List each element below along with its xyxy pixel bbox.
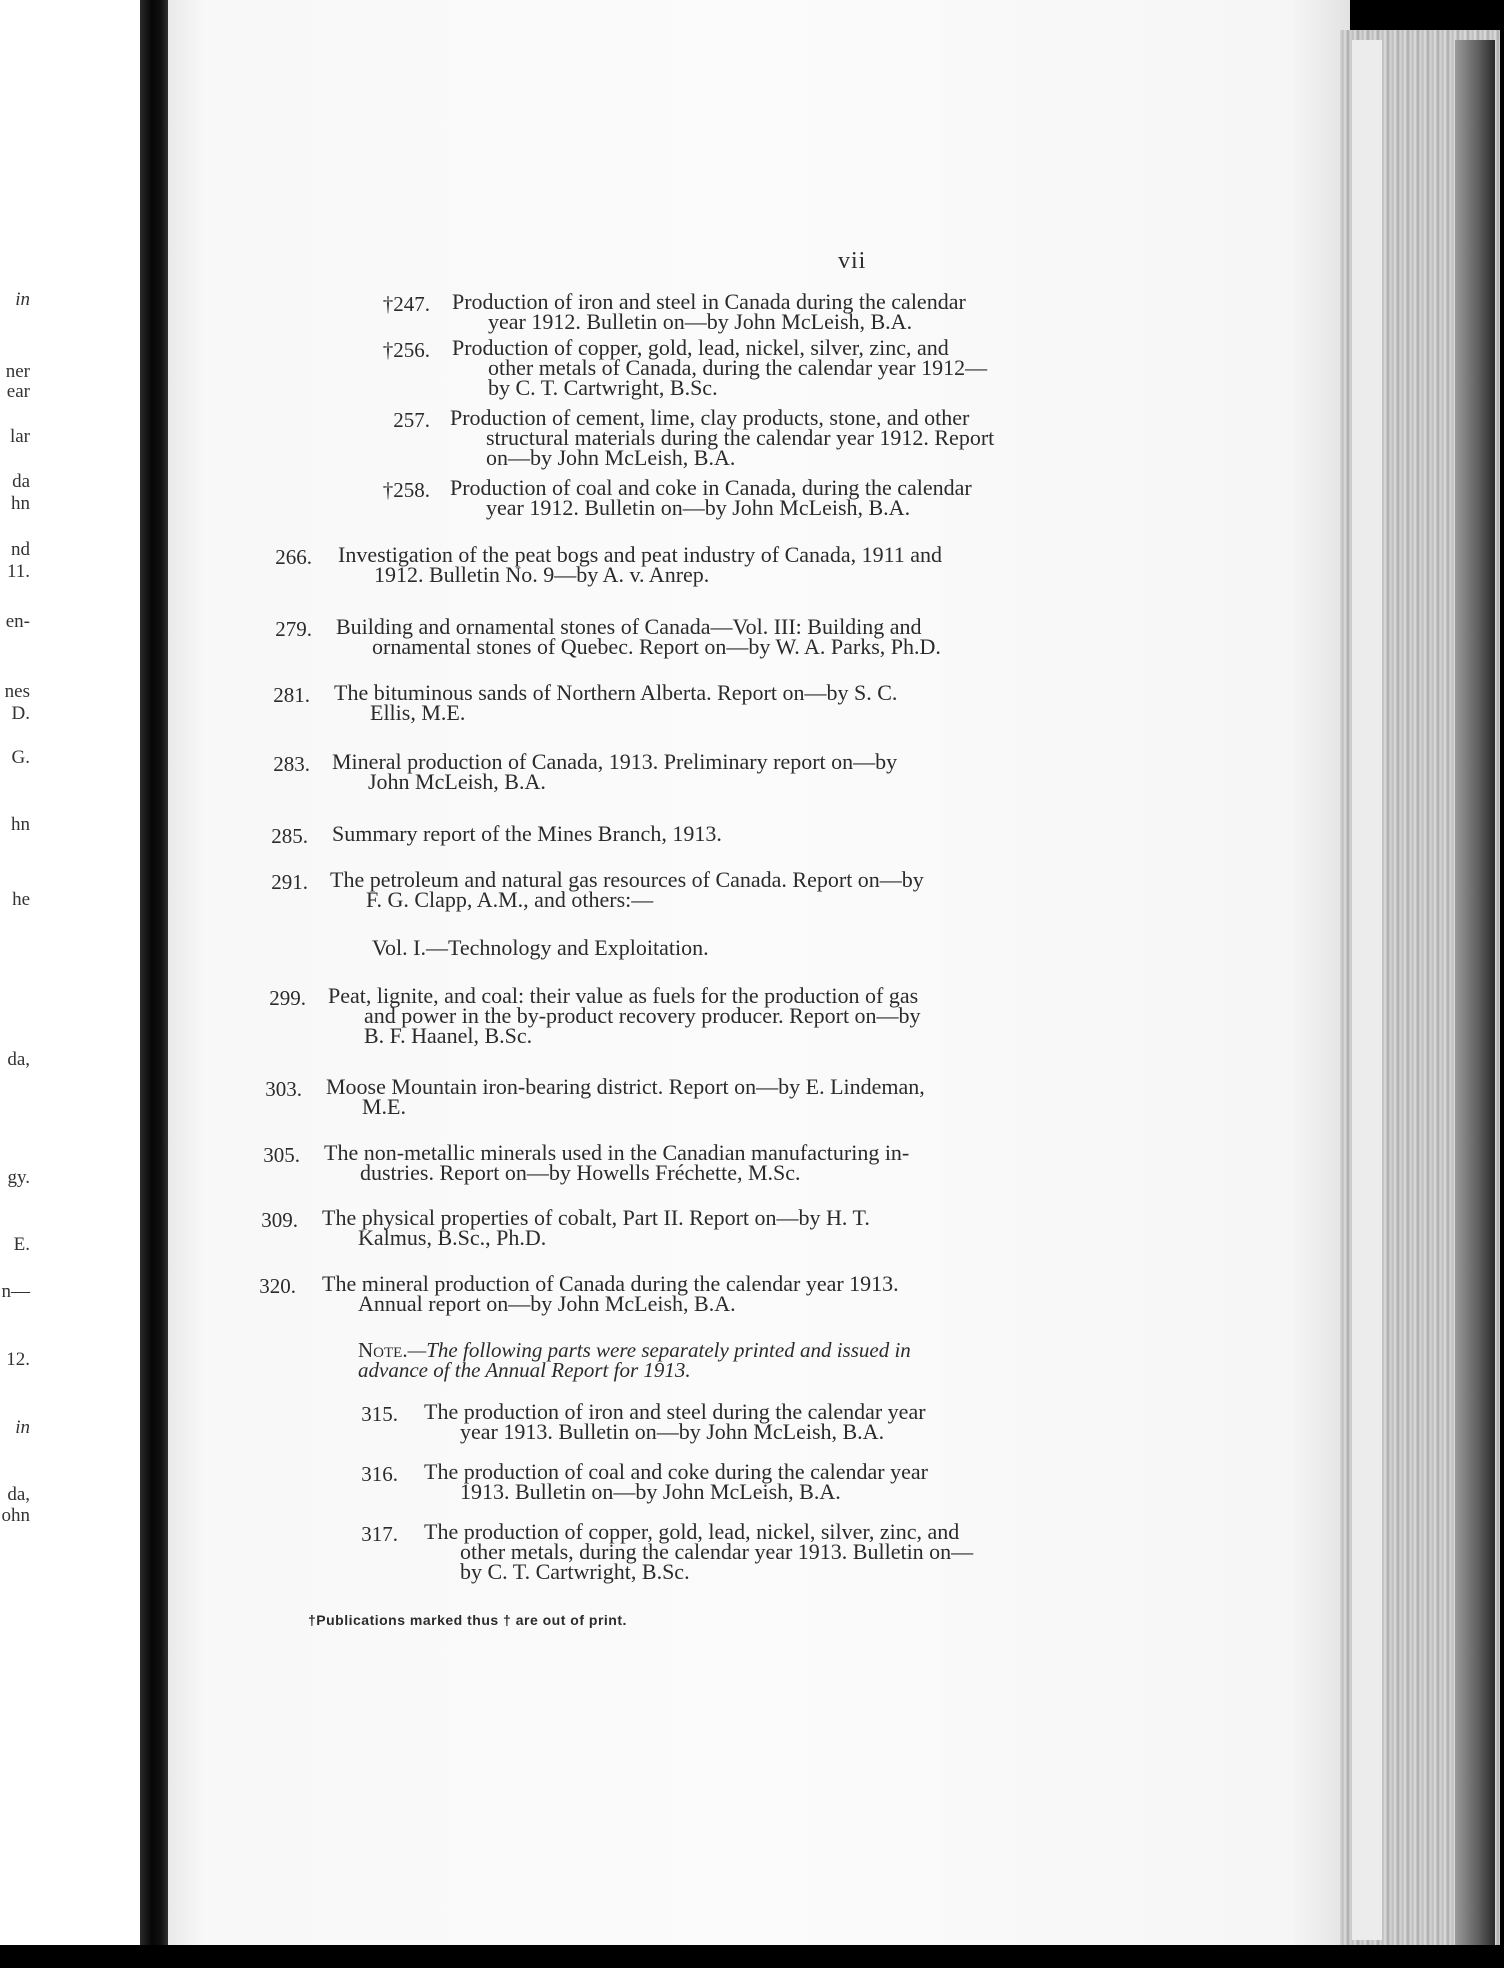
left-fragment: gy. bbox=[7, 1167, 30, 1188]
left-fragment: hn bbox=[11, 493, 30, 514]
text-line: structural materials during the calendar year 1912. Report bbox=[486, 425, 995, 450]
left-fragment: da, bbox=[7, 1484, 30, 1505]
left-fragment: nes bbox=[4, 681, 30, 702]
entry-text bbox=[338, 542, 943, 587]
left-fragment: 11. bbox=[6, 561, 30, 582]
scan-border bbox=[0, 1945, 1504, 1968]
text-line: year 1912. Bulletin on—by John McLeish, B.A. bbox=[488, 309, 913, 334]
sub-entry-number: 317. bbox=[361, 1522, 398, 1546]
entry-text bbox=[450, 405, 995, 470]
text-line: The production of coal and coke during the calendar year bbox=[424, 1459, 928, 1484]
entry-text bbox=[322, 1271, 899, 1316]
text-line: ornamental stones of Quebec. Report on—by W. A. Parks, Ph.D. bbox=[372, 634, 941, 659]
text-line: Building and ornamental stones of Canada—Vol. III: Building and bbox=[336, 614, 922, 639]
text-line: The production of copper, gold, lead, nickel, silver, zinc, and bbox=[424, 1519, 960, 1544]
entry-number: 279. bbox=[275, 617, 312, 641]
footnote: †Publications marked thus † are out of print. bbox=[308, 1612, 627, 1628]
left-fragment: en- bbox=[5, 611, 30, 632]
entry-number: 257. bbox=[393, 408, 430, 432]
text-line: year 1912. Bulletin on—by John McLeish, B.A. bbox=[486, 495, 911, 520]
entry-subline: Vol. I.—Technology and Exploitation. bbox=[372, 935, 709, 960]
text-line: M.E. bbox=[362, 1094, 406, 1119]
left-fragment: da bbox=[12, 471, 30, 492]
entry-number: 266. bbox=[275, 545, 312, 569]
page-number: vii bbox=[838, 248, 867, 274]
left-fragment: lar bbox=[9, 426, 30, 447]
left-fragment: ner bbox=[5, 361, 30, 382]
page-edge-shadow bbox=[1455, 40, 1495, 1950]
entry-number: 303. bbox=[265, 1077, 302, 1101]
entry-number: 283. bbox=[273, 752, 310, 776]
entry-text bbox=[452, 289, 966, 334]
text-line: Production of coal and coke in Canada, during the calendar bbox=[450, 475, 972, 500]
text-line: by C. T. Cartwright, B.Sc. bbox=[460, 1559, 690, 1584]
sub-entry-text bbox=[424, 1399, 926, 1444]
entry-text bbox=[336, 614, 941, 659]
text-line: Kalmus, B.Sc., Ph.D. bbox=[358, 1225, 547, 1250]
text-line: and power in the by-product recovery producer. Report on—by bbox=[364, 1003, 921, 1028]
text-line: by C. T. Cartwright, B.Sc. bbox=[488, 375, 718, 400]
text-line: Peat, lignite, and coal: their value as fuels for the production of gas bbox=[328, 983, 919, 1008]
text-line: Ellis, M.E. bbox=[370, 700, 466, 725]
text-line: 1912. Bulletin No. 9—by A. v. Anrep. bbox=[374, 562, 710, 587]
entry-text: Summary report of the Mines Branch, 1913. bbox=[332, 821, 722, 846]
entry-number: 305. bbox=[263, 1143, 300, 1167]
text-line: Mineral production of Canada, 1913. Preliminary report on—by bbox=[332, 749, 898, 774]
entry-text bbox=[328, 983, 921, 1048]
note-label: Note. bbox=[358, 1338, 408, 1362]
text-line: Annual report on—by John McLeish, B.A. bbox=[358, 1291, 736, 1316]
left-fragment: da, bbox=[7, 1049, 30, 1070]
text-line: The production of iron and steel during the calendar year bbox=[424, 1399, 926, 1424]
entry-text bbox=[322, 1205, 870, 1250]
text-line: year 1913. Bulletin on—by John McLeish, B.A. bbox=[460, 1419, 885, 1444]
note-block bbox=[358, 1340, 911, 1380]
entry-number: 281. bbox=[273, 683, 310, 707]
entry-number: 291. bbox=[271, 870, 308, 894]
text-line: The bituminous sands of Northern Alberta. Report on—by S. C. bbox=[334, 680, 898, 705]
book-gutter bbox=[140, 0, 170, 1968]
entry-text bbox=[326, 1074, 925, 1119]
text-line: Production of iron and steel in Canada during the calendar bbox=[452, 289, 966, 314]
left-fragment: 12. bbox=[6, 1349, 30, 1370]
text-line: Investigation of the peat bogs and peat industry of Canada, 1911 and bbox=[338, 542, 943, 567]
text-line: Production of cement, lime, clay products, stone, and other bbox=[450, 405, 970, 430]
left-fragment: hn bbox=[11, 814, 30, 835]
left-fragment: ohn bbox=[1, 1505, 30, 1526]
sub-entry-text bbox=[424, 1519, 974, 1584]
note-text: —The following parts were separately printed and issued in advance of the Annual Report for 1913. bbox=[358, 1338, 911, 1382]
left-fragment: G. bbox=[11, 747, 30, 768]
text-line: F. G. Clapp, A.M., and others:— bbox=[366, 887, 654, 912]
text-line: B. F. Haanel, B.Sc. bbox=[364, 1023, 533, 1048]
entry-text bbox=[452, 335, 988, 400]
text-line: The petroleum and natural gas resources of Canada. Report on—by bbox=[330, 867, 924, 892]
entry-number: 285. bbox=[271, 824, 308, 848]
text-line: Production of copper, gold, lead, nickel, silver, zinc, and bbox=[452, 335, 949, 360]
entry-number: †247. bbox=[382, 292, 430, 316]
text-line: The non-metallic minerals used in the Canadian manufacturing in- bbox=[324, 1140, 910, 1165]
left-fragment: ear bbox=[6, 381, 30, 402]
left-fragment: he bbox=[12, 889, 30, 910]
entry-text bbox=[334, 680, 898, 725]
text-line: The physical properties of cobalt, Part II. Report on—by H. T. bbox=[322, 1205, 870, 1230]
text-line: John McLeish, B.A. bbox=[368, 769, 546, 794]
entry-text bbox=[450, 475, 972, 520]
text-line: Moose Mountain iron-bearing district. Report on—by E. Lindeman, bbox=[326, 1074, 925, 1099]
text-line: The mineral production of Canada during the calendar year 1913. bbox=[322, 1271, 899, 1296]
sub-entry-number: 315. bbox=[361, 1402, 398, 1426]
left-fragment: in bbox=[15, 289, 30, 310]
sub-entry-number: 316. bbox=[361, 1462, 398, 1486]
entry-text bbox=[324, 1140, 910, 1185]
left-fragment: D. bbox=[11, 703, 30, 724]
left-fragment: E. bbox=[13, 1234, 30, 1255]
text-line: 1913. Bulletin on—by John McLeish, B.A. bbox=[460, 1479, 841, 1504]
entry-number: †256. bbox=[382, 338, 430, 362]
entry-number: 299. bbox=[269, 986, 306, 1010]
left-fragment: in bbox=[15, 1417, 30, 1438]
text-line: dustries. Report on—by Howells Fréchette, M.Sc. bbox=[360, 1160, 801, 1185]
entry-text bbox=[330, 867, 924, 912]
entry-number: 320. bbox=[259, 1274, 296, 1298]
entry-text bbox=[332, 749, 898, 794]
left-fragment: nd bbox=[11, 539, 30, 560]
left-fragment: n— bbox=[1, 1281, 30, 1302]
text-line: other metals, during the calendar year 1913. Bulletin on— bbox=[460, 1539, 974, 1564]
entry-number: 309. bbox=[261, 1208, 298, 1232]
text-line: on—by John McLeish, B.A. bbox=[486, 445, 736, 470]
text-line: other metals of Canada, during the calendar year 1912— bbox=[488, 355, 988, 380]
entry-number: †258. bbox=[382, 478, 430, 502]
page-edge-highlight bbox=[1352, 40, 1382, 1940]
sub-entry-text bbox=[424, 1459, 928, 1504]
